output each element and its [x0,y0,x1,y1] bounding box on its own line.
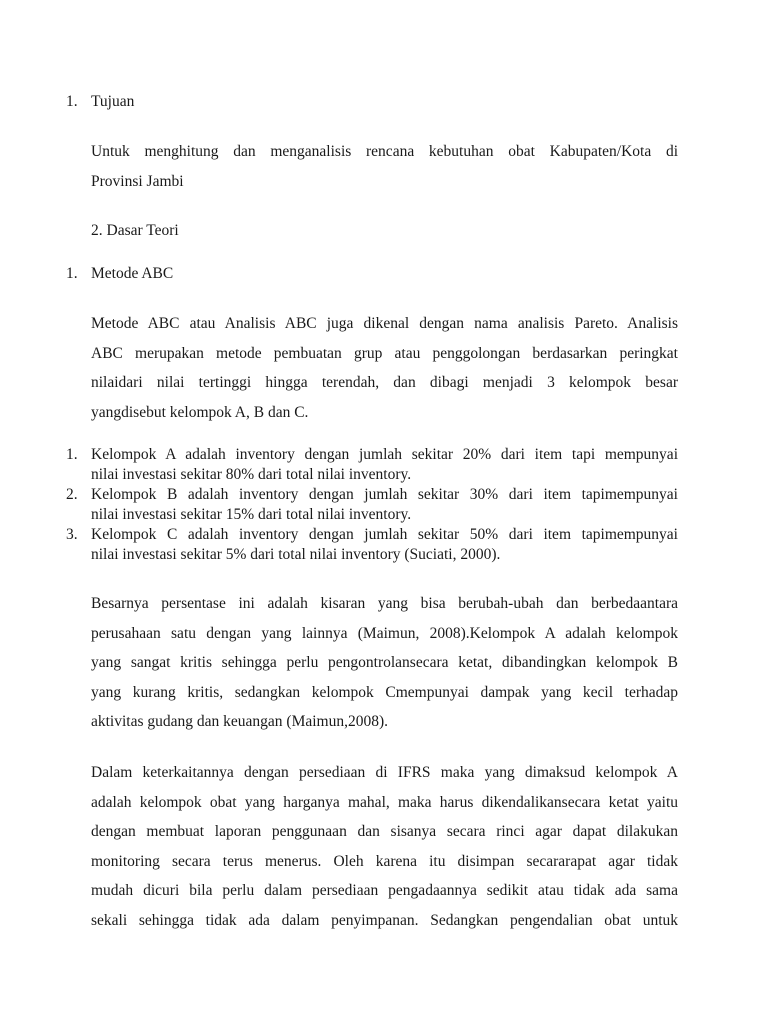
list-item-line: nilai investasi sekitar 80% dari total nilai inventory. [91,466,412,483]
list-item-number: 1. [66,446,78,463]
list-item [66,485,678,525]
section-title-tujuan: Tujuan [91,93,135,110]
section-number: 1. [66,93,78,110]
subsection-number: 1. [66,265,78,282]
list-item-number: 3. [66,526,78,543]
paragraph-line: mudah dicuri bila perlu dalam persediaan pengadaannya sedikit atau tidak ada sama [91,882,678,899]
paragraph-line: yang sangat kritis sehingga perlu pengontrolansecara ketat, dibandingkan kelompok B [91,654,678,671]
paragraph-line: Besarnya persentase ini adalah kisaran yang bisa berubah-ubah dan berbedaantara [91,595,678,612]
list-item-text [91,525,678,565]
paragraph-line: perusahaan satu dengan yang lainnya (Maimun, 2008).Kelompok A adalah kelompok [91,624,678,642]
list-item-text [91,485,678,525]
list-item-line: Kelompok B adalah inventory dengan jumlah sekitar 30% dari item tapimempunyai [91,486,678,503]
paragraph-line: adalah kelompok obat yang harganya mahal, maka harus dikendalikansecara ketat yaitu [91,793,678,811]
paragraph-line: aktivitas gudang dan keuangan (Maimun,2008). [91,713,389,730]
tujuan-paragraph [91,137,678,196]
paragraph-line: nilaidari nilai tertinggi hingga terendah, dan dibagi menjadi 3 kelompok besar [91,374,678,391]
list-item [66,445,678,485]
list-item-line: nilai investasi sekitar 15% dari total nilai inventory. [91,506,412,523]
paragraph-line: Provinsi Jambi [91,172,184,190]
ifrs-paragraph [91,758,678,935]
section-title-dasar-teori: 2. Dasar Teori [91,222,179,239]
list-item-line: nilai investasi sekitar 5% dari total nilai inventory (Suciati, 2000). [91,546,501,563]
persentase-paragraph [91,589,678,737]
paragraph-line: monitoring secara terus menerus. Oleh karena itu disimpan secararapat agar tidak [91,852,678,870]
subsection-title-metode-abc: Metode ABC [91,265,174,282]
metode-abc-paragraph [91,309,678,427]
paragraph-line: ABC merupakan metode pembuatan grup atau penggolongan berdasarkan peringkat [91,344,678,362]
list-item-text [91,445,678,485]
list-item-number: 2. [66,486,78,503]
paragraph-line: yangdisebut kelompok A, B dan C. [91,403,309,421]
paragraph-line: dengan membuat laporan penggunaan dan sisanya secara rinci agar dapat dilakukan [91,823,678,840]
paragraph-line: Untuk menghitung dan menganalisis rencana kebutuhan obat Kabupaten/Kota di [91,143,678,160]
paragraph-line: Dalam keterkaitannya dengan persediaan di IFRS maka yang dimaksud kelompok A [91,764,678,781]
paragraph-line: Metode ABC atau Analisis ABC juga dikenal dengan nama analisis Pareto. Analisis [91,315,678,332]
paragraph-line: sekali sehingga tidak ada dalam penyimpanan. Sedangkan pengendalian obat untuk [91,911,678,929]
list-item-line: Kelompok A adalah inventory dengan jumlah sekitar 20% dari item tapi mempunyai [91,446,678,463]
list-item-line: Kelompok C adalah inventory dengan jumlah sekitar 50% dari item tapimempunyai [91,526,678,543]
list-item [66,525,678,565]
paragraph-line: yang kurang kritis, sedangkan kelompok Cmempunyai dampak yang kecil terhadap [91,683,678,701]
group-list [66,445,678,565]
